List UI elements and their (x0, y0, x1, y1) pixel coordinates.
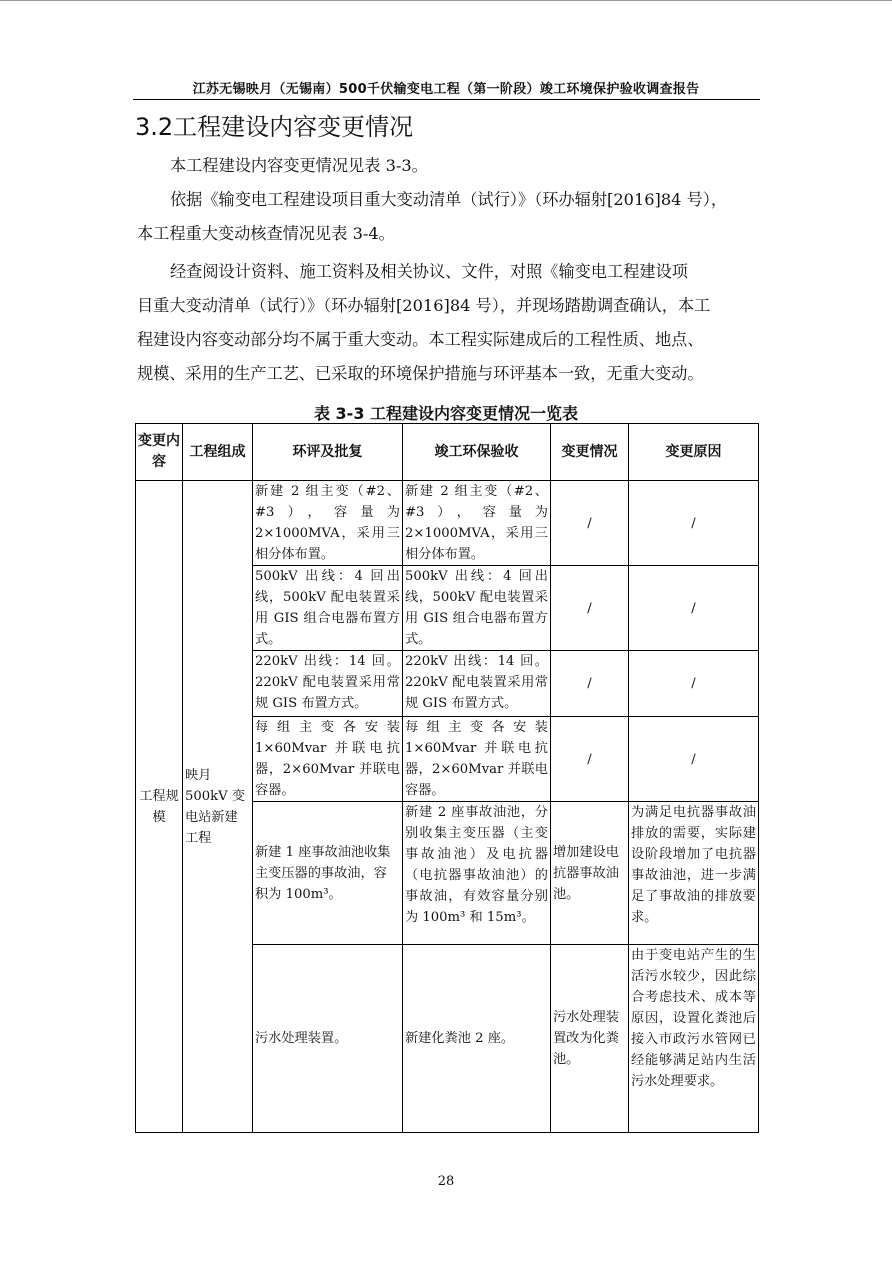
header-change: 变更情况 (551, 424, 629, 481)
header-rule (133, 99, 760, 100)
reason-cell: / (629, 566, 759, 651)
reason-cell: 为满足电抗器事故油排放的需要，实际建设阶段增加了电抗器事故油池，进一步满足了事故油的排放要求。 (629, 802, 759, 945)
acceptance-cell: 500kV 出线：4 回出线，500kV 配电装置采用 GIS 组合电器布置方式。 (403, 566, 551, 651)
change-cell: 增加建设电抗器事故油池。 (551, 802, 629, 945)
table-row (136, 481, 759, 566)
acceptance-cell: 220kV 出线：14 回。220kV 配电装置采用常规 GIS 布置方式。 (403, 651, 551, 717)
paragraph-3 (137, 255, 772, 391)
table-header-row (136, 424, 759, 481)
page-top-edge (0, 0, 892, 1)
eia-cell: 每组主变各安装 1×60Mvar 并联电抗器，2×60Mvar 并联电容器。 (253, 717, 403, 802)
eia-cell: 220kV 出线：14 回。220kV 配电装置采用常规 GIS 布置方式。 (253, 651, 403, 717)
acceptance-cell: 新建化粪池 2 座。 (403, 945, 551, 1133)
table-caption: 表 3-3 工程建设内容变更情况一览表 (313, 404, 579, 423)
paragraph-line: 程建设内容变动部分均不属于重大变动。本工程实际建成后的工程性质、地点、 (137, 330, 704, 349)
eia-cell: 新建 2 组主变（#2、#3），容量为 2×1000MVA，采用三相分体布置。 (253, 481, 403, 566)
header-reason: 变更原因 (629, 424, 759, 481)
paragraph-line: 本工程建设内容变更情况见表 3-3。 (170, 156, 428, 175)
paragraph-line: 规模、采用的生产工艺、已采取的环境保护措施与环评基本一致，无重大变动。 (137, 364, 704, 383)
change-cell: / (551, 566, 629, 651)
component-cell: 映月500kV 变电站新建工程 (183, 481, 253, 1133)
header-component: 工程组成 (183, 424, 253, 481)
paragraph-line: 依据《输变电工程建设项目重大变动清单（试行）》（环办辐射[2016]84 号）， (170, 190, 728, 209)
change-cell: / (551, 651, 629, 717)
change-cell: 污水处理装置改为化粪池。 (551, 945, 629, 1133)
section-heading: 3.2工程建设内容变更情况 (135, 113, 414, 141)
change-cell: / (551, 481, 629, 566)
reason-cell: / (629, 717, 759, 802)
change-table (135, 423, 759, 1133)
eia-cell: 新建 1 座事故油池收集主变压器的事故油，容积为 100m³。 (253, 802, 403, 945)
paragraph-2 (137, 183, 772, 251)
header-acceptance: 竣工环保验收 (403, 424, 551, 481)
reason-cell: 由于变电站产生的生活污水较少，因此综合考虑技术、成本等原因，设置化粪池后接入市政污水管网已经能够满足站内生活污水处理要求。 (629, 945, 759, 1133)
paragraph-line: 经查阅设计资料、施工资料及相关协议、文件，对照《输变电工程建设项 (170, 262, 688, 281)
eia-cell: 500kV 出线：4 回出线，500kV 配电装置采用 GIS 组合电器布置方式。 (253, 566, 403, 651)
paragraph-line: 本工程重大变动核查情况见表 3-4。 (137, 224, 395, 243)
paragraph-line: 目重大变动清单（试行）》（环办辐射[2016]84 号），并现场踏勘调查确认，本工 (137, 296, 711, 315)
eia-cell: 污水处理装置。 (253, 945, 403, 1133)
page-number: 28 (437, 1174, 455, 1189)
reason-cell: / (629, 481, 759, 566)
change-cell: / (551, 717, 629, 802)
acceptance-cell: 新建 2 座事故油池，分别收集主变压器（主变事故油池）及电抗器（电抗器事故油池）的事故油，有效容量分别为 100m³ 和 15m³。 (403, 802, 551, 945)
category-cell: 工程规模 (136, 481, 183, 1133)
acceptance-cell: 新建 2 组主变（#2、#3），容量为 2×1000MVA，采用三相分体布置。 (403, 481, 551, 566)
reason-cell: / (629, 651, 759, 717)
paragraph-1 (137, 149, 805, 183)
header-change-content: 变更内容 (136, 424, 183, 481)
running-header: 江苏无锡映月（无锡南）500千伏输变电工程（第一阶段）竣工环境保护验收调查报告 (192, 82, 700, 97)
header-eia: 环评及批复 (253, 424, 403, 481)
acceptance-cell: 每组主变各安装 1×60Mvar 并联电抗器，2×60Mvar 并联电容器。 (403, 717, 551, 802)
